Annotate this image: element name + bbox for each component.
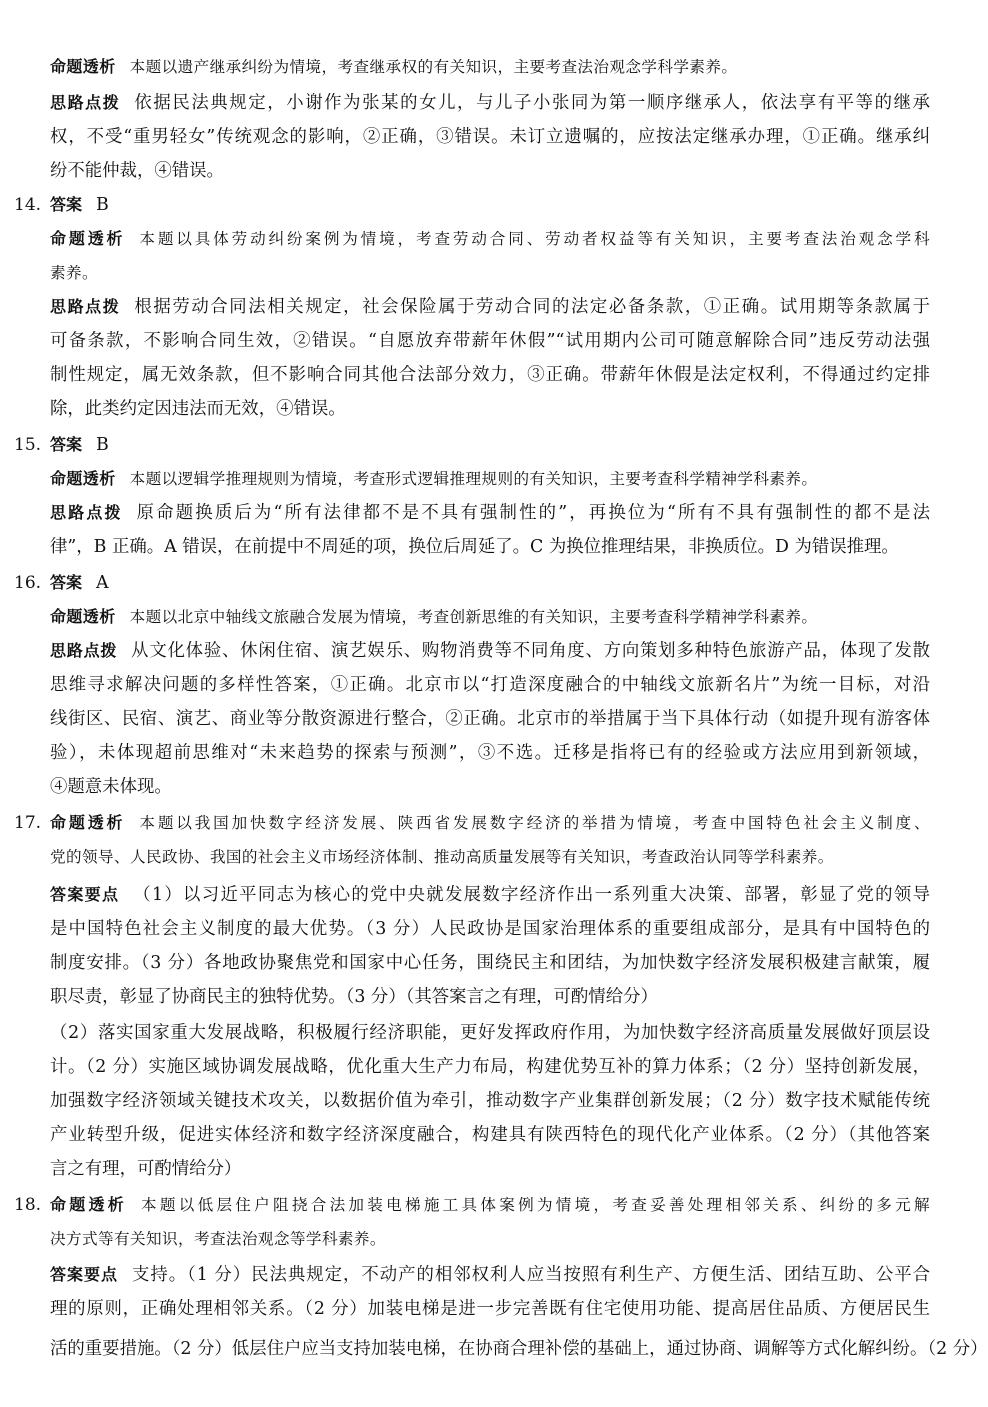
q13-analysis-line: 权，不受“重男轻女”传统观念的影响，②正确，③错误。未订立遗嘱的，应按法定继承办理，①正确。继承纠	[50, 127, 930, 147]
question-number: 17.	[14, 813, 42, 833]
q17-key-line	[50, 878, 930, 912]
answer-value: A	[96, 573, 109, 593]
answer-heading: 答案	[50, 195, 83, 214]
q13-analysis-heading: 思路点拨	[50, 93, 121, 112]
q14-analysis-line	[50, 290, 930, 324]
q16-analysis-line: 线街区、民宿、演艺、商业等分散资源进行整合，②正确。北京市的举措属于当下具体行动（如提升现有游客体	[50, 709, 930, 729]
q17-key-line: 制度安排。（3 分）各地政协聚焦党和国家中心任务，围绕民主和团结，为加快数字经济发展积极建言献策，履	[50, 953, 930, 973]
q16-analysis-line: ④题意未体现。	[50, 777, 172, 797]
question-number: 18.	[14, 1195, 42, 1215]
q14-analysis-line: 可备条款，不影响合同生效，②错误。“自愿放弃带薪年休假”“试用期内公司可随意解除合同”违反劳动法强	[50, 331, 930, 351]
q17-key-line: 是中国特色社会主义制度的最大优势。（3 分）人民政协是国家治理体系的重要组成部分，是具有中国特色的	[50, 919, 930, 939]
q14-intent-text: 本题以具体劳动纠纷案例为情境，考查劳动合同、劳动者权益等有关知识，主要考查法治观念学科	[139, 230, 930, 248]
q14-analysis-line: 制性规定，属无效条款，但不影响合同其他合法部分效力，③正确。带薪年休假是法定权利，不得通过约定排	[50, 365, 930, 385]
q16-answer-line	[50, 566, 930, 600]
q17-part2-line: 加强数字经济领域关键技术攻关，以数据价值为牵引，推动数字产业集群创新发展；（2 分）数字技术赋能传统	[50, 1091, 930, 1111]
q18-key-line: 理的原则，正确处理相邻关系。（2 分）加装电梯是进一步完善既有住宅使用功能、提高居住品质、方便居民生	[50, 1299, 930, 1319]
cutoff-line-strip	[0, 1328, 988, 1359]
q14-analysis-heading: 思路点拨	[50, 297, 121, 316]
q14-intent-line	[50, 222, 930, 256]
question-number: 15.	[14, 435, 42, 455]
q13-intent-text: 本题以遗产继承纠纷为情境，考查继承权的有关知识，主要考查法治观念学科学素养。	[129, 58, 738, 76]
q18-intent-line: 决方式等有关知识，考查法治观念等学科素养。	[50, 1230, 386, 1248]
q18-key-heading: 答案要点	[50, 1265, 118, 1284]
q16-analysis-heading: 思路点拨	[50, 641, 118, 660]
q15-analysis-text: 原命题换质后为“所有法律都不是不具有强制性的”，再换位为“所有不具有强制性的都不是法	[136, 503, 930, 523]
q17-part2-line: 产业转型升级，促进实体经济和数字经济深度融合，构建具有陕西特色的现代化产业体系。（2 分）（其他答案	[50, 1125, 930, 1145]
question-number: 16.	[14, 573, 42, 593]
q15-intent-heading: 命题透析	[50, 469, 116, 488]
q16-intent-text: 本题以北京中轴线文旅融合发展为情境，考查创新思维的有关知识，主要考查科学精神学科素养。	[129, 608, 818, 626]
q14-answer-line	[50, 188, 930, 222]
q15-answer-line	[50, 428, 930, 462]
q16-analysis-line	[50, 634, 930, 668]
q17-intent-text: 本题以我国加快数字经济发展、陕西省发展数字经济的举措为情境，考查中国特色社会主义制度、	[139, 814, 930, 832]
q13-intent-heading: 命题透析	[50, 57, 116, 76]
q17-part2-line: （2）落实国家重大发展战略，积极履行经济职能，更好发挥政府作用，为加快数字经济高质量发展做好顶层设	[50, 1023, 930, 1043]
answer-value: B	[96, 435, 109, 455]
answer-value: B	[96, 195, 109, 215]
q16-intent-heading: 命题透析	[50, 607, 116, 626]
q17-key-heading: 答案要点	[50, 885, 120, 904]
q18-intent-line	[50, 1188, 930, 1222]
answer-heading: 答案	[50, 435, 83, 454]
q15-analysis-line: 律”，B 正确。A 错误，在前提中不周延的项，换位后周延了。C 为换位推理结果，非换质位。D 为错误推理。	[50, 537, 899, 557]
q18-intent-heading: 命题透析	[50, 1195, 128, 1214]
q13-analysis-line	[50, 86, 930, 120]
q17-intent-line	[50, 806, 930, 840]
q17-part2-line: 计。（2 分）实施区域协调发展战略，优化重大生产力布局，构建优势互补的算力体系；（2 分）坚持创新发展，	[50, 1057, 930, 1077]
q17-key-line: 职尽责，彰显了协商民主的独特优势。（3 分）（其答案言之有理，可酌情给分）	[50, 987, 658, 1007]
q17-intent-heading: 命题透析	[50, 813, 126, 832]
q15-analysis-line	[50, 496, 930, 530]
q17-part2-line: 言之有理，可酌情给分）	[50, 1159, 242, 1179]
q14-intent-line: 素养。	[50, 264, 98, 282]
q17-intent-line: 党的领导、人民政协、我国的社会主义市场经济体制、推动高质量发展等有关知识，考查政治认同等学科素养。	[50, 848, 834, 866]
q16-analysis-line: 验），未体现超前思维对“未来趋势的探索与预测”，③不选。迁移是指将已有的经验或方法应用到新领域，	[50, 743, 930, 763]
q14-intent-heading: 命题透析	[50, 229, 126, 248]
q14-analysis-line: 除，此类约定因违法而无效，④错误。	[50, 399, 346, 419]
q13-analysis-text: 依据民法典规定，小谢作为张某的女儿，与儿子小张同为第一顺序继承人，依法享有平等的继承	[134, 93, 930, 113]
q16-analysis-line: 思维寻求解决问题的多样性答案，①正确。北京市以“打造深度融合的中轴线文旅新名片”为统一目标，对沿	[50, 675, 930, 695]
q15-analysis-heading: 思路点拨	[50, 503, 123, 522]
q15-intent-line	[50, 462, 930, 496]
q16-analysis-text: 从文化体验、休闲住宿、演艺娱乐、购物消费等不同角度、方向策划多种特色旅游产品，体现了发散	[131, 641, 930, 661]
q17-key-text: （1）以习近平同志为核心的党中央就发展数字经济作出一系列重大决策、部署，彰显了党的领导	[133, 885, 930, 905]
q18-key-line	[50, 1258, 930, 1292]
q18-intent-text: 本题以低层住户阻挠合法加装电梯施工具体案例为情境，考查妥善处理相邻关系、纠纷的多元解	[141, 1196, 930, 1214]
q18-key-text: 支持。（1 分）民法典规定，不动产的相邻权利人应当按照有利生产、方便生活、团结互助、公平合	[131, 1265, 930, 1285]
q18-cutoff-line: 活的重要措施。（2 分）低层住户应当支持加装电梯，在协商合理补偿的基础上，通过协商、调解等方式化解纠纷。（2 分）	[50, 1339, 988, 1359]
q13-analysis-line: 纷不能仲裁，④错误。	[50, 161, 224, 181]
answer-heading: 答案	[50, 573, 83, 592]
q13-intent-line	[50, 50, 930, 84]
q14-analysis-text: 根据劳动合同法相关规定，社会保险属于劳动合同的法定必备条款，①正确。试用期等条款属于	[134, 297, 930, 317]
q15-intent-text: 本题以逻辑学推理规则为情境，考查形式逻辑推理规则的有关知识，主要考查科学精神学科素养。	[129, 470, 818, 488]
question-number: 14.	[14, 195, 42, 215]
q16-intent-line	[50, 600, 930, 634]
